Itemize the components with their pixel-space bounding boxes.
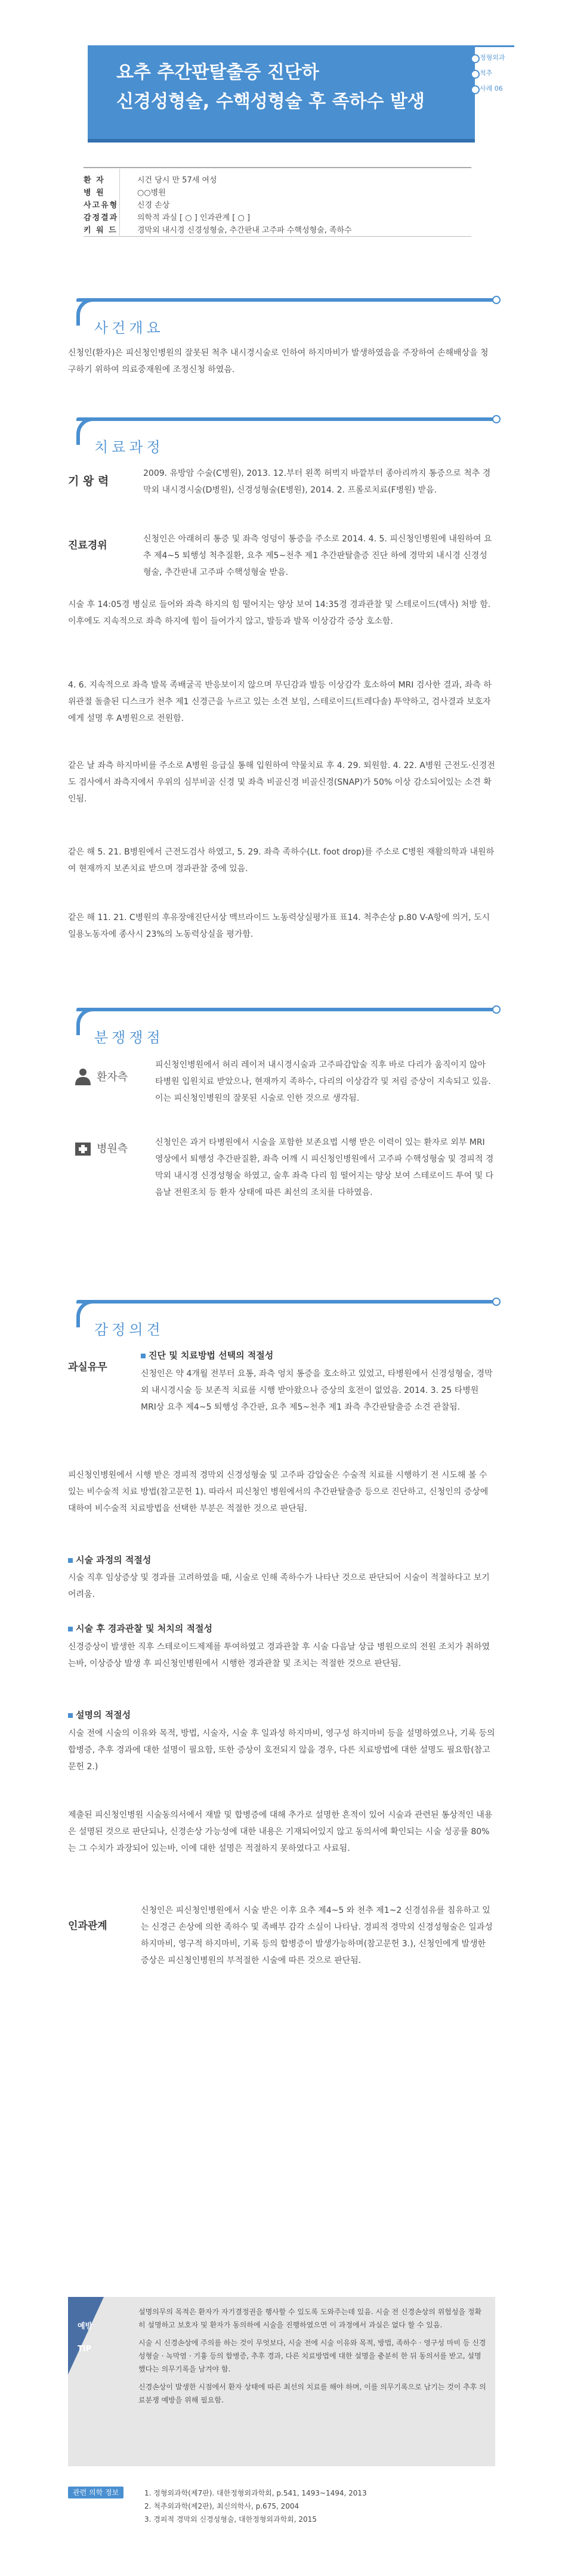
course-paragraph: 같은 해 5. 21. B병원에서 근전도검사 하였고, 5. 29. 좌측 족하수(Lt. foot drop)를 주소로 C병원 재활의학과 내원하여 현재까지 보존치료 받으며 경과관찰 중에 있음.	[68, 847, 495, 874]
section-rule	[76, 1300, 497, 1304]
info-row	[84, 174, 471, 187]
section-rule	[76, 1008, 497, 1011]
references-list	[144, 2487, 490, 2526]
info-value: 신경 손상	[137, 201, 170, 210]
category-case: 사례 06	[480, 85, 503, 92]
info-key: 환 자	[84, 176, 105, 185]
info-bottom-rule	[84, 236, 471, 237]
history-text: 2009. 유방암 수술(C병원), 2013. 12.부터 왼쪽 허벅지 바깥부터 종아리까지 통증으로 척추 경막외 내시경시술(D병원), 신경성형술(E병원), 2014. 2. 프롤로치료(F병원) 받음.	[143, 469, 491, 495]
title-banner	[88, 45, 475, 139]
causal-text: 신청인은 피신청인병원에서 시술 받은 이후 요추 제4~5 와 천추 제1~2 신경섬유를 침유하고 있는 신경근 손상에 의한 족하수 및 족배부 감각 소실이 나타남. 경피적 경막외 신경성형술은 일과성 하지마비, 영구적 하지마비, 기록 등의 합병증이 발생가능하며(참고문헌 3.), 신청인에게 발생한 증상은 피신청인병원의 부적절한 시술에 따른 것으로 판단됨.	[141, 1906, 493, 1965]
bullet-square-icon	[68, 1627, 73, 1631]
hospital-side-text: 신청인은 과거 타병원에서 시술을 포함한 보존요법 시행 받은 이력이 있는 환자로 외부 MRI 영상에서 퇴행성 추간판질환, 좌측 어깨 시 피신청인병원에서 고주파 수핵성형술 및 경피적 경막외 내시경 신경성형술 하였고, 술후 좌측 다리 힘 떨어지는 양상 보여 스테로이드 투여 및 다음날 전원조치 등 환자 상태에 따른 최선의 조치를 다하였음.	[155, 1138, 494, 1197]
reference-item: 3. 경피적 경막외 신경성형술, 대한정형외과학회, 2015	[144, 2515, 317, 2524]
section-rule	[76, 417, 497, 421]
course-paragraph: 4. 6. 지속적으로 좌측 발목 족배굴곡 반응보이지 않으며 무딘감과 발등 이상감각 호소하여 MRI 검사한 결과, 좌측 하위관절 돌출된 디스크가 천추 제1 신경근을 누르고 있는 소견 보임, 스테로이드(트레다솔) 투약하고, 검사결과 보호자에게 설명 후 A병원으로 전원함.	[68, 680, 492, 723]
category-dot	[471, 54, 480, 63]
subsection-title: 시술 후 경과관찰 및 처치의 적절성	[68, 1622, 212, 1634]
patient-side-label: 환자측	[97, 1071, 128, 1083]
info-row	[84, 212, 471, 224]
title-line-1: 요추 추간판탈출증 진단하	[116, 62, 319, 83]
info-row	[84, 224, 471, 237]
hospital-side-label: 병원측	[97, 1143, 128, 1155]
section-rule	[76, 298, 497, 302]
tip-paragraph: 시술 시 신경손상에 주의를 하는 것이 무엇보다, 시술 전에 시술 이유와 목적, 방법, 족하수 · 영구성 마비 등 신경성형술 · 녹막염 · 기흉 등의 합병증, 추후 경과, 다른 치료방법에 대한 설명을 충분히 한 뒤 동의서를 받고, 설명했다는 의무기록을 남겨야 함.	[138, 2339, 486, 2373]
subsection-text: 신경증상이 발생한 직후 스테로이드제제를 투여하였고 경과관찰 후 시술 다음날 상급 병원으로의 전원 조치가 취하였는바, 이상증상 발생 후 피신청인병원에서 시행한 경과관찰 및 조치는 적절한 것으로 판단됨.	[68, 1642, 490, 1668]
patient-side-text: 피신청인병원에서 허리 레이저 내시경시술과 고주파감압술 직후 바로 다리가 움직이지 않아 타병원 입원치료 받았으나, 현재까지 족하수, 다리의 이상감각 및 저림 증상이 지속되고 있음. 이는 피신청인병원의 잘못된 시술로 인한 것으로 생각됨.	[155, 1060, 491, 1103]
title-line-2: 신경성형술, 수핵성형술 후 족하수 발생	[116, 91, 425, 112]
tip-text	[138, 2305, 487, 2407]
tip-label: TIP	[78, 2345, 92, 2354]
hospital-icon	[73, 1139, 93, 1157]
section-title-dispute: 분쟁쟁점	[94, 1029, 164, 1046]
subsection-text: 제출된 피신청인병원 시술동의서에서 재발 및 합병증에 대해 추가로 설명한 흔적이 있어 시술과 관련된 통상적인 내용은 설명된 것으로 판단되나, 신경손상 가능성에 대한 내용은 기재되어있지 않고 동의서에 확인되는 시술 성공률 80%는 그 수치가 과장되어 있는바, 이에 대한 설명은 적절하지 못하였다고 사료됨.	[68, 1810, 493, 1853]
overview-text: 신청인(환자)은 피신청인병원의 잘못된 척추 내시경시술로 인하여 하지마비가 발생하였음을 주장하여 손해배상을 청구하기 위하여 의료중재원에 조정신청 하였음.	[68, 348, 489, 374]
subsection-title: 설명의 적절성	[68, 1708, 131, 1721]
course-paragraph: 같은 해 11. 21. C병원의 후유장애진단서상 맥브라이드 노동력상실평가표 표14. 척추손상 p.80 V-A항에 의거, 도시일용노동자에 종사시 23%의 노동력상실을 평가함.	[68, 913, 490, 939]
causal-label: 인과관계	[68, 1920, 107, 1932]
references-label: 관련 의학 정보	[68, 2487, 123, 2498]
tip-corner	[68, 2297, 104, 2374]
subsection-text: 신청인은 약 4개월 전부터 요통, 좌측 엉치 통증을 호소하고 있었고, 타병원에서 신경성형술, 경막외 내시경시술 등 보존적 치료를 시행 받아왔으나 증상의 호전이 없었음. 2014. 3. 25 타병원 MRI상 요추 제4~5 퇴행성 추간판, 요추 제5~천추 제1 좌측 추간판탈출증 소견 관찰됨.	[141, 1369, 493, 1412]
course-paragraph: 같은 날 좌측 하지마비를 주소로 A병원 응급실 통해 입원하여 약물치료 후 4. 29. 퇴원함. 4. 22. A병원 근전도·신경전도 검사에서 좌측지에서 우위의 심부비골 신경 및 좌측 비골신경 비골신경(SNAP)가 50% 이상 감소되어있는 소견 확인됨.	[68, 761, 495, 804]
section-title-overview: 사건개요	[94, 320, 164, 336]
fault-label: 과실유무	[68, 1361, 107, 1373]
patient-icon	[73, 1067, 93, 1085]
subsection-title: 시술 과정의 적절성	[68, 1553, 151, 1566]
tip-label: 예방	[78, 2322, 93, 2331]
subsection-title: 진단 및 치료방법 선택의 적절성	[141, 1349, 273, 1361]
info-value: ○○병원	[137, 188, 166, 197]
bullet-square-icon	[141, 1354, 146, 1358]
info-value: 시건 당시 만 57세 여성	[137, 176, 217, 185]
case-info-table	[84, 174, 471, 237]
section-title-treatment: 치료과정	[94, 439, 164, 456]
info-row	[84, 187, 471, 199]
banner-shadow	[88, 139, 475, 143]
info-value: 경막외 내시경 신경성형술, 추간판내 고주파 수핵성형술, 족하수	[137, 226, 352, 235]
category-sidebar	[475, 45, 514, 141]
subsection-text: 시술 전에 시술의 이유와 목적, 방법, 시술자, 시술 후 일과성 하지마비, 영구성 하지마비 등을 설명하였으나, 기록 등의 합병증, 추후 경과에 대한 설명이 필요함, 또한 증상이 호전되지 않을 경우, 다른 치료방법에 대한 설명도 필요함(참고문헌 2.)	[68, 1729, 495, 1772]
category-dot	[471, 70, 480, 79]
category-area: 척추	[480, 69, 493, 77]
info-key: 키 워 드	[84, 226, 118, 235]
category-dot	[471, 85, 480, 94]
info-key: 병 원	[84, 188, 105, 197]
info-value: 의학적 과실 [ ○ ] 인과관계 [ ○ ]	[137, 213, 251, 222]
course-text: 신청인은 아래허리 통증 및 좌측 엉덩이 통증을 주소로 2014. 4. 5. 피신청인병원에 내원하여 요추 제4~5 퇴행성 척추질환, 요추 제5~천추 제1 추간판탈출증 진단 하에 경막외 내시경 신경성형술, 추간판내 고주파 수핵성형술 받음.	[143, 534, 492, 577]
bullet-square-icon	[68, 1713, 73, 1718]
section-title-opinion: 감정의견	[94, 1321, 164, 1338]
tip-paragraph: 설명의무의 목적은 환자가 자기결정권을 행사할 수 있도록 도와주는데 있음. 시술 전 신경손상의 위험성을 정확히 설명하고 보호자 및 환자가 동의하에 시술을 진행하였으면 이 과정에서 과실은 없다 할 수 있음.	[138, 2308, 482, 2329]
bullet-square-icon	[68, 1558, 73, 1563]
info-key: 사고유형	[84, 201, 119, 210]
info-top-rule	[84, 167, 471, 168]
history-label: 기 왕 력	[68, 475, 109, 488]
prevention-tip-box	[68, 2297, 495, 2466]
tip-paragraph: 신경손상이 발생한 시점에서 환자 상태에 따른 최선의 치료를 해야 하며, 이를 의무기록으로 남기는 것이 추후 의료분쟁 예방을 위해 필요함.	[138, 2383, 486, 2404]
reference-item: 2. 척추외과학(제2판), 최신의학사, p.675, 2004	[144, 2502, 299, 2510]
info-key: 감정결과	[84, 213, 119, 222]
reference-item: 1. 정형외과학(제7판). 대한정형외과학회, p.541, 1493~1494, 2013	[144, 2489, 367, 2497]
course-paragraph: 시술 후 14:05경 병실로 들어와 좌측 하지의 힘 떨어지는 양상 보여 14:35경 경과관찰 및 스테로이드(덱사) 처방 함. 이후에도 지속적으로 좌측 하지에 힘이 들어가지 않고, 발등과 발목 이상감각 증상 호소함.	[68, 600, 491, 626]
info-row	[84, 199, 471, 212]
subsection-text: 시술 직후 임상증상 및 경과를 고려하였을 때, 시술로 인해 족하수가 나타난 것으로 판단되어 시술이 적절하다고 보기 어려움.	[68, 1573, 490, 1599]
course-label: 진료경위	[68, 540, 107, 552]
category-dept: 정형외과	[480, 54, 505, 61]
subsection-text: 피신청인병원에서 시행 받은 경피적 경막외 신경성형술 및 고주파 감압술은 수술적 치료를 시행하기 전 시도해 볼 수 있는 비수술적 치료 방법(참고문헌 1). 따라서 피신청인 병원에서의 추간판탈출증 등으로 진단하고, 신청인의 증상에 대하여 비수술적 치료방법을 선택한 부분은 적절한 것으로 판단됨.	[68, 1470, 489, 1513]
